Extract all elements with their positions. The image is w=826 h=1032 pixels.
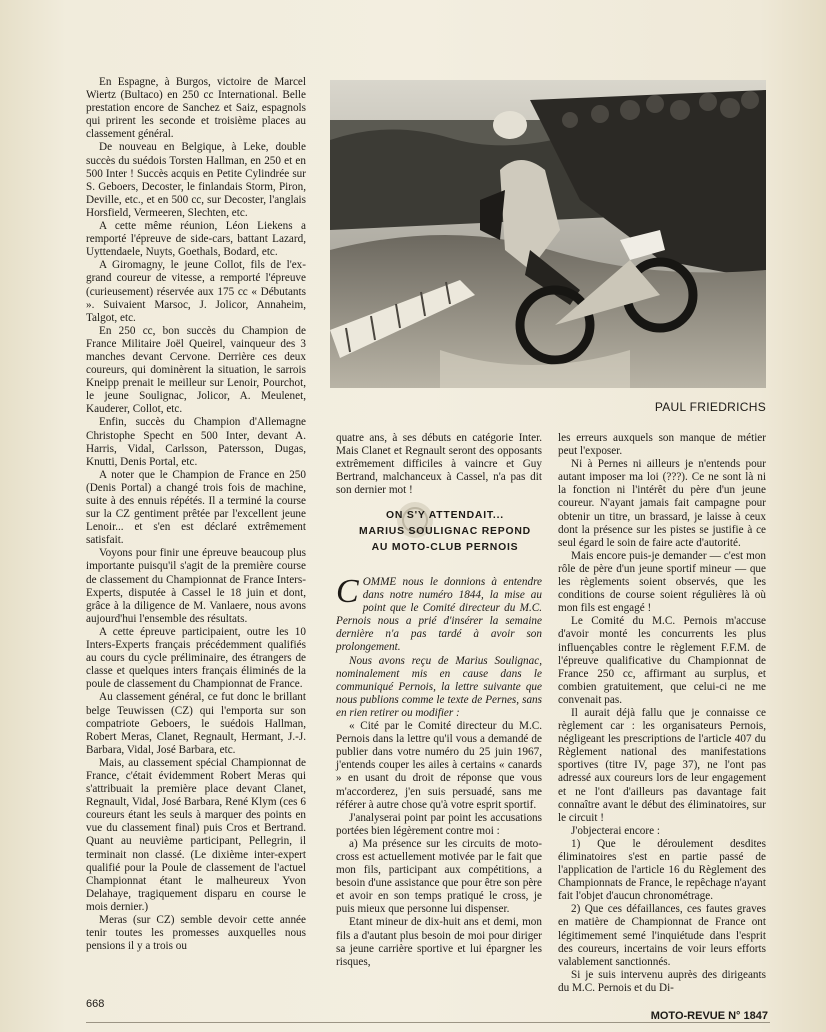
heading-line-3: AU MOTO-CLUB PERNOIS — [371, 542, 519, 553]
paragraph: Ni à Pernes ni ailleurs je n'entends pour autant imposer ma loi (???). Ce ne sont là ni la fonction ni l'intérêt du père d'un jeune coureur. N'ayant jamais fait campagne pour obtenir un titre, un brassard, je laisse à ceux dont la présence sur les pistes se justifie à ce seul égard le soin de faire acte d'autorité. — [558, 458, 766, 549]
paragraph: 2) Que ces défaillances, ces fautes graves en matière de Championnat de France ont légitimement semé l'inquiétude dans l'esprit des coureurs, incertains de voir leurs efforts valablement sanctionnés. — [558, 903, 766, 968]
left-column — [86, 76, 306, 953]
drop-cap: C — [336, 573, 359, 610]
paragraph: J'objecterai encore : — [571, 824, 660, 837]
article-intro-2: Nous avons reçu de Marius Soulignac, nominalement mis en cause dans le communiqué Pernois, la lettre suivante que nous publions comme le texte de Pernes, sans en rien retirer ou modifier : — [336, 654, 542, 719]
paragraph: Voyons pour finir une épreuve beaucoup plus importante puisqu'il s'agit de la première course de classement du Championnat de France Inters-Experts, disputée à Cassel le 18 juin et dont, grâce à la diligence de M. Vanlaere, nous avons aujourd'hui l'ensemble des résultats. — [86, 547, 306, 625]
paragraph: A cette même réunion, Léon Liekens a remporté l'épreuve de side-cars, battant Lazard, Uyttendaele, Nuyts, Goethals, Bodard, etc. — [86, 220, 306, 259]
paragraph: Le Comité du M.C. Pernois m'accuse d'avoir monté les concurrents les plus influençables contre le règlement F.F.M. de l'épreuve qualificative du Championnat de France 250 cc, affirmant au surplus, et combien gratuitement, que celui-ci ne me convenait pas. — [558, 615, 766, 706]
heading-line-1: ON S'Y ATTENDAIT... — [386, 510, 504, 521]
publication-footer: MOTO-REVUE N° 1847 — [650, 1010, 768, 1022]
article-heading — [346, 508, 544, 556]
letter-paragraph: J'analyserai point par point les accusations portées bien légèrement contre moi : — [336, 811, 542, 837]
paragraph: Au classement général, ce fut donc le brillant belge Teuwissen (CZ) qui l'emporta sur son compatriote Geboers, le suédois Hallman, Robert Meras, Clanet, Regnault, Hermant, J.-J. Barbara, Vidal, José Barbara, etc. — [86, 691, 306, 756]
right-column — [558, 432, 766, 995]
paragraph: A Giromagny, le jeune Collot, fils de l'ex-grand coureur de vitesse, a remporté l'épreuve (curieusement) réservée aux 175 cc « Débutants ». Suivaient Marsoc, J. Jolicor, Annaheim, Talgot, etc. — [86, 259, 306, 324]
paragraph: En Espagne, à Burgos, victoire de Marcel Wiertz (Bultaco) en 250 cc International. Belle prestation encore de Sanchez et Saiz, espagnols qui prirent les seconde et troisième places au classement général. — [86, 76, 306, 141]
article-intro — [336, 573, 542, 655]
paragraph: En 250 cc, bon succès du Champion de France Militaire Joël Queirel, vainqueur des 3 manches devant Cervone. Derrière ces deux coureurs, qui dominèrent la situation, le sarrois Kneipp prenait le meilleur sur Lenoir, Pourchot, le jeune Soulignac, Jolicor, A. Meulenet, Kauderer, Collot, etc. — [86, 324, 306, 416]
letter-paragraph: a) Ma présence sur les circuits de moto-cross est actuellement motivée par le fait que mon fils, participant aux compétitions, a besoin d'une assistance que pour être son père et avoir en son temps pratiqué le cross, je puis mieux que personne lui dispenser. — [336, 837, 542, 916]
paragraph: Si je suis intervenu auprès des dirigeants du M.C. Pernois et du Di- — [558, 968, 766, 994]
letter-paragraph: Etant mineur de dix-huit ans et demi, mon fils a d'autant plus besoin de moi pour diriger sa jeune carrière sportive et lui épargner les risques, — [336, 916, 542, 968]
photo-caption: PAUL FRIEDRICHS — [654, 400, 766, 414]
motocross-photo — [330, 80, 766, 388]
middle-column-top — [336, 432, 542, 497]
paragraph: Il aurait déjà fallu que je connaisse ce règlement car : les organisateurs Pernois, négligeant les prescriptions de l'article 407 du Règlement national des manifestations sportives (titre IV, page 37), ne l'ont pas adressé aux coureurs lors de leur engagement et ne l'ont d'ailleurs pas davantage fait connaître avant le début des éliminatoires, sur le circuit ! — [558, 706, 766, 824]
paragraph: A cette épreuve participaient, outre les 10 Inters-Experts français précédemment qualifiés au cours du cycle préliminaire, des étrangers de classe et quelques inters français éliminés de la poule de classement du Championnat de France. — [86, 625, 306, 691]
motocross-rider-image — [330, 80, 766, 388]
paragraph: Mais encore puis-je demander — c'est mon rôle de père d'un jeune sportif mineur — que les règlements soient observés, que les conditions de course soient régulières là où mon fils est engagé ! — [558, 549, 766, 615]
paragraph: 1) Que le déroulement desdites éliminatoires s'est en partie passé de l'application de l'article 16 du Règlement des Championnats de France, le repêchage n'ayant fait l'objet d'aucun chronométrage. — [558, 837, 766, 903]
footer-rule — [86, 1022, 770, 1023]
paragraph: De nouveau en Belgique, à Leke, double succès du suédois Torsten Hallman, en 250 et en 500 Inter ! Succès acquis en Petite Cylindrée sur S. Geboers, Decoster, le finlandais Storm, Piron, Deville, etc., et en 500 cc, sur Decoster, l'anglais Horsfield, Vermeeren, Slechten, etc. — [86, 141, 306, 219]
paragraph: Enfin, succès du Champion d'Allemagne Christophe Specht en 500 Inter, devant A. Harris, Vidal, Carlsson, Patersson, Dugas, Knutti, Denis Portal, etc. — [86, 416, 306, 468]
middle-column-paragraph: quatre ans, à ses débuts en catégorie Inter. Mais Clanet et Regnault seront des opposants extrêmement difficiles à vaincre et Guy Bertrand, malchanceux à Cassel, n'a pas dit son dernier mot ! — [336, 432, 542, 497]
paragraph: A noter que le Champion de France en 250 (Denis Portal) a changé trois fois de machine, suite à des ennuis répétés. Il a terminé la course sur la CZ gentiment prêtée par l'excellent jeune Lenoir... et s'en est déclaré extrêmement satisfait. — [86, 468, 306, 547]
paragraph: les erreurs auxquels son manque de métier peut l'exposer. — [558, 432, 766, 458]
paragraph: Mais, au classement spécial Championnat de France, c'était évidemment Robert Meras qui s'attribuait la première place devant Clanet, Regnault, Vidal, José Barbara, René Klym (ces 6 coureurs étant les seuls à marquer des points en vue du classement final) puis Cros et Bertrand. Quant au neuvième participant, Pellegrin, il terminait non classé. (Le dixième inter-expert qualifié pour la Poule de classement de l'actuel Championnat étant le malheureux Yvon Delahaye, tragiquement disparu en course le mois dernier.) — [86, 756, 306, 913]
article-intro-text: OMME nous le donnions à entendre dans notre numéro 1844, la mise au point que le Comité directeur du M.C. Pernois nous a prié d'insérer la semaine dernière n'a pas tardé à avoir son prolongement. — [336, 576, 542, 654]
article-body — [336, 573, 542, 969]
paragraph: Meras (sur CZ) semble devoir cette année tenir toutes les promesses auxquelles nous pensions il y a trois ou — [86, 914, 306, 953]
letter-paragraph: « Cité par le Comité directeur du M.C. Pernois dans la lettre qu'il vous a demandé de publier dans votre numéro du 25 juin 1967, j'entends couper les ailes à certains « canards » en usant du droit de réponse que vous m'accorderez, j'en suis persuadé, sans me référer à autre chose qu'à votre esprit sportif. — [336, 720, 542, 811]
page-number: 668 — [86, 998, 105, 1010]
heading-line-2: MARIUS SOULIGNAC REPOND — [359, 526, 531, 537]
